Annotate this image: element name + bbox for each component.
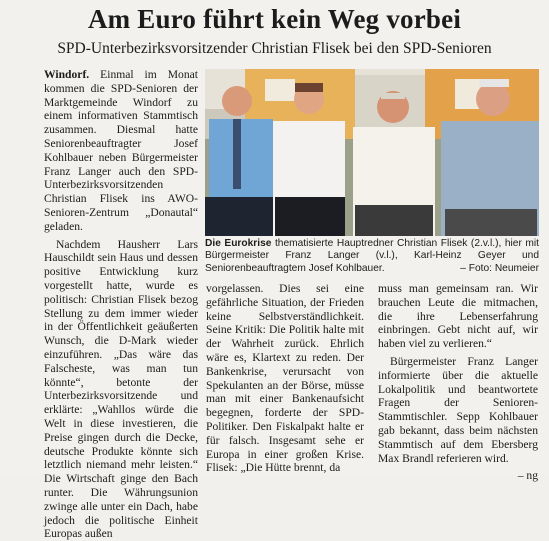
photo-caption [205,238,539,275]
article-paragraph: muss man gemeinsam ran. Wir brauchen Leute die mitmachen, die ihre Lebenserfahrung einbringen. Gebt nicht auf, wir haben viel zu verlieren.“ [378,282,538,351]
article-column-1 [44,68,198,541]
article-paragraph [44,68,198,234]
article-headline: Am Euro führt kein Weg vorbei [87,4,462,34]
author-signature: – ng [517,469,538,483]
article-paragraph: Bürgermeister Franz Langer informierte über die aktuelle Lokalpolitik und beantwortete Fragen der Senioren-Stammtischler. Sepp Kohlbauer gab bekannt, dass beim nächsten Stammtisch auf dem Ebersberg Max Brandl referieren wird. [378,354,538,465]
caption-lead: Die Eurokrise [205,238,272,249]
article-dateline: Windorf. [44,68,90,81]
article-column-3 [378,282,538,483]
article-column-2 [206,282,364,475]
article-paragraph: Nachdem Hausherr Lars Hauschildt sein Haus und dessen positive Entwicklung kurz vorgestellt hatte, wurde es politisch: Christian Flisek bezog Stellung zu dem immer wieder in der Öffentlichkeit geäußerten Wunsch, die D-Mark wieder einzuführen. „Das wäre das Falscheste, was man tun könnte“, betonte der Unterbezirksvorsitzende und erklärte: „Wahllos würde die Welt in diese investieren, die Preise gingen durch die Decke, deutsche Produkte könnte sich letztlich niemand mehr leisten.“ Die Wirtschaft ginge den Bach runter. Die Währungsunion zwinge alle unter ein Dach, habe jedoch die politische Einheit Europas außen [44,237,198,541]
caption-text: thematisierte Hauptredner Christian Flisek (2.v.l.), hier mit Bürgermeister Franz Langer (v.l.), Karl-Heinz Geyer und Seniorenbeauftragtem Josef Kohlbauer. [205,238,539,274]
paragraph-text: Einmal im Monat kommen die SPD-Senioren der Marktgemeinde Windorf zu einem informativen Stammtisch zusammen. Diesmal hatte Seniorenbeauftragter Josef Kohlbauer neben Bürgermeister Franz Langer auch den SPD-Unterbezirksvorsitzenden Christian Flisek ins AWO-Senioren-Zentrum „Donautal“ geladen. [44,68,198,233]
article-paragraph: vorgelassen. Dies sei eine gefährliche Situation, der Frieden keine Selbstverständlichkeit. Seine Kritik: Die Politik halte mit der Wahrheit zurück. Ehrlich wäre es, Klartext zu reden. Der Bankenkrise, verursacht von Spekulanten an der Börse, müsse man mit einer Bankenaufsicht begegnen, forderte der SPD-Politiker. Den Fiskalpakt halte er für falsch. Insgesamt sehe er Europa in einer großen Krise. Flisek: „Die Hütte brennt, da [206,282,364,475]
photo-credit: – Foto: Neumeier [460,262,539,274]
article-photo [205,69,539,236]
article-subheadline: SPD-Unterbezirksvorsitzender Christian Flisek bei den SPD-Senioren [57,40,492,57]
